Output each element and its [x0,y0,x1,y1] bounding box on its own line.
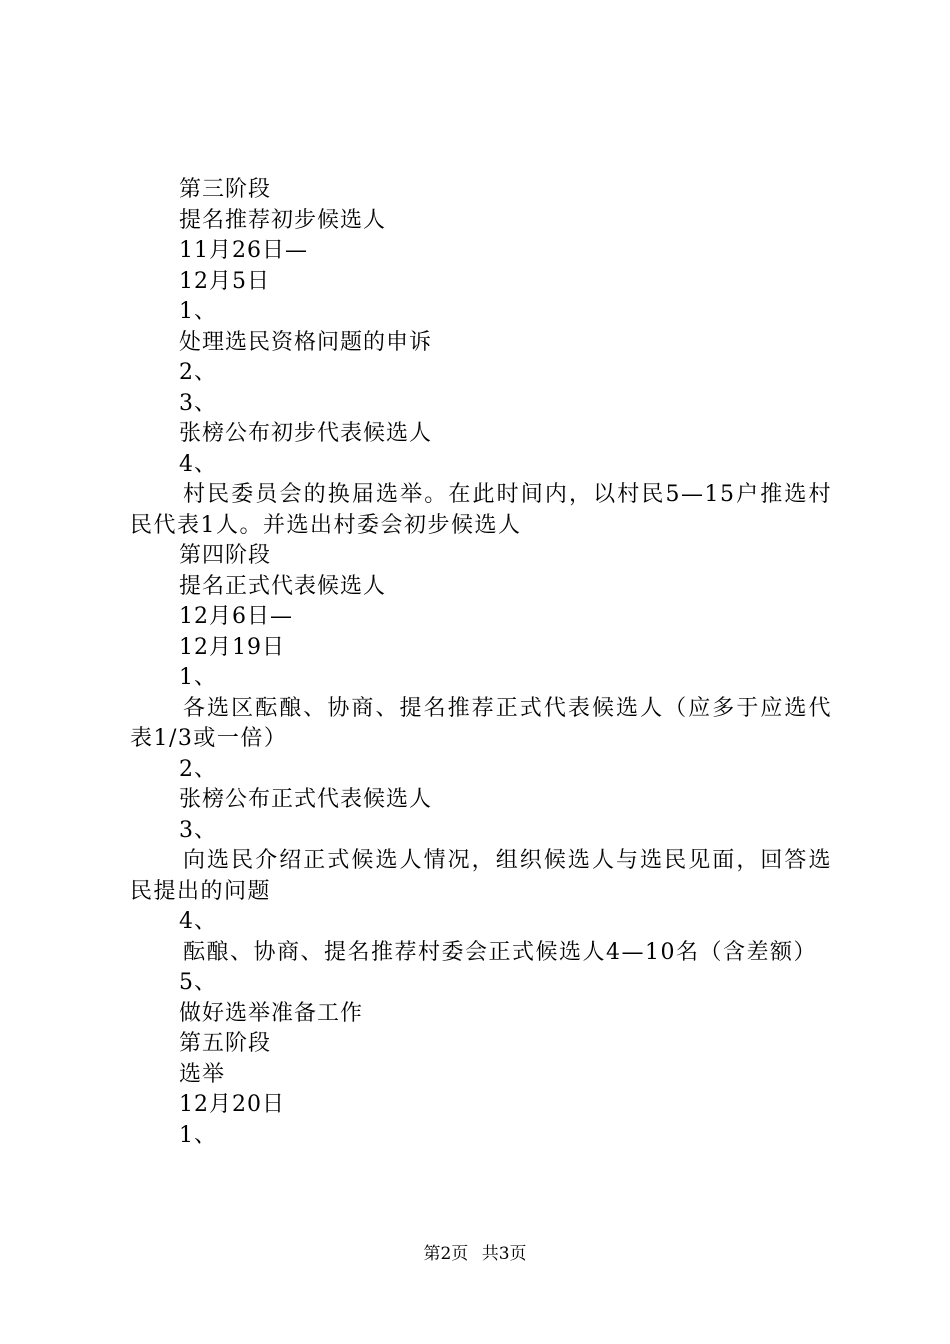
item-number: 1、 [179,665,217,690]
date-start: 11月26日— [179,238,308,263]
page-number: 第2页 [423,1244,469,1264]
item-paragraph: 向选民介绍正式候选人情况，组织候选人与选民见面，回答选民提出的问题 [130,848,832,904]
stage-heading: 第三阶段 [179,177,272,202]
item-paragraph: 酝酿、协商、提名推荐村委会正式候选人4—10名（含差额） [183,939,817,965]
stage-title: 提名推荐初步候选人 [179,207,387,233]
stage-heading: 第五阶段 [179,1031,272,1056]
stage-title: 选举 [179,1061,226,1087]
item-paragraph: 村民委员会的换届选举。在此时间内，以村民5—15户推选村民代表1人。并选出村委会初步候选人 [130,482,832,538]
item-number: 2、 [179,756,217,782]
item-text: 处理选民资格问题的申诉 [179,329,433,355]
date-end: 12月19日 [179,634,285,660]
stage-title: 提名正式代表候选人 [179,573,387,599]
item-text: 张榜公布初步代表候选人 [179,421,433,446]
stage-heading: 第四阶段 [179,543,272,568]
document-body [130,175,832,1151]
item-number: 1、 [179,1122,217,1148]
date-end: 12月5日 [179,268,270,294]
item-number: 2、 [179,360,217,385]
date-start: 12月6日— [179,604,293,629]
item-number: 5、 [179,970,217,995]
item-number: 4、 [179,451,217,477]
date-start: 12月20日 [179,1092,285,1117]
item-text: 做好选举准备工作 [179,1000,364,1026]
page-footer [0,1242,950,1266]
item-number: 1、 [179,299,217,324]
item-paragraph: 各选区酝酿、协商、提名推荐正式代表候选人（应多于应选代表1/3或一倍） [130,695,832,751]
item-text: 张榜公布正式代表候选人 [179,787,433,812]
item-number: 4、 [179,909,217,934]
page-total: 共3页 [481,1244,527,1264]
item-number: 3、 [179,817,217,843]
item-number: 3、 [179,390,217,416]
